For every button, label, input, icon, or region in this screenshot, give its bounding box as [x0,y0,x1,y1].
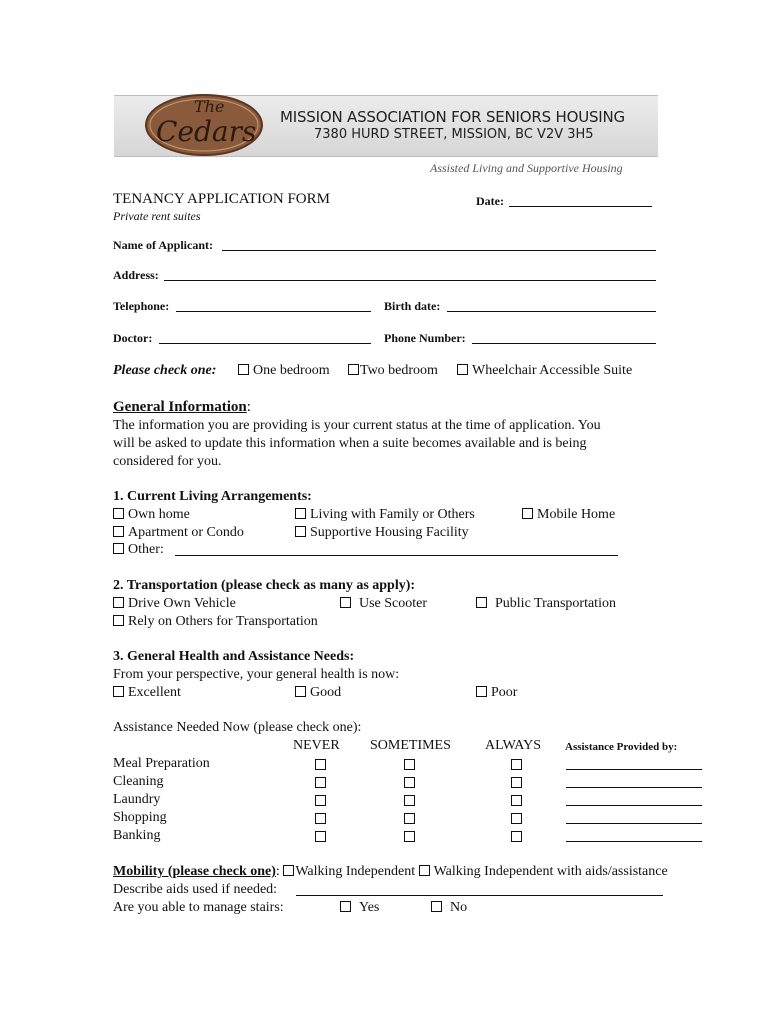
option-two-bedroom[interactable] [348,363,438,379]
living-other[interactable] [113,542,164,558]
cleaning-provided-field[interactable] [566,787,702,788]
name-field[interactable] [222,250,656,251]
laundry-never-checkbox[interactable] [315,795,326,806]
living-mobile-home[interactable] [522,507,615,523]
option-label: Good [310,685,342,700]
living-apartment-condo[interactable] [113,525,244,541]
general-info-heading: General Information [113,399,247,415]
address-field[interactable] [164,280,656,281]
column-sometimes: SOMETIMES [370,738,451,753]
mobility-walking-independent[interactable] [283,864,415,879]
transport-public[interactable] [476,596,616,612]
mobility-heading: Mobility (please check one) [113,864,276,879]
checkbox[interactable] [348,364,359,375]
option-label: Excellent [128,685,181,700]
general-info-line-2: will be asked to update this information when a suite becomes available and is being [113,436,587,451]
health-good[interactable] [295,685,341,701]
birth-date-label: Birth date: [384,299,441,313]
banking-never-checkbox[interactable] [315,831,326,842]
option-wheelchair-suite[interactable] [457,363,632,379]
transport-rely-others[interactable] [113,614,318,630]
laundry-provided-field[interactable] [566,805,702,806]
transport-scooter[interactable] [340,596,427,612]
option-label: Poor [491,685,518,700]
checkbox[interactable] [476,597,487,608]
banking-always-checkbox[interactable] [511,831,522,842]
name-label: Name of Applicant: [113,238,213,252]
checkbox[interactable] [340,901,351,912]
option-label: Own home [128,507,190,522]
option-label: Walking Independent [295,864,416,879]
option-label: One bedroom [253,363,330,378]
logo-the: The [194,97,225,116]
org-name: MISSION ASSOCIATION FOR SENIORS HOUSING [280,108,625,126]
cedars-logo [144,93,264,157]
row-label-banking: Banking [113,828,161,843]
cleaning-always-checkbox[interactable] [511,777,522,788]
option-label: Living with Family or Others [310,507,475,522]
living-other-field[interactable] [175,555,618,556]
option-label: Other: [128,542,164,557]
option-label: Use Scooter [359,596,428,611]
org-address: 7380 HURD STREET, MISSION, BC V2V 3H5 [314,127,594,142]
checkbox[interactable] [113,508,124,519]
option-label: Rely on Others for Transportation [128,614,318,629]
general-info-line-1: The information you are providing is your current status at the time of application. You [113,418,601,433]
meal-sometimes-checkbox[interactable] [404,759,415,770]
doctor-label: Doctor: [113,331,153,345]
checkbox[interactable] [295,508,306,519]
option-label: Mobile Home [537,507,616,522]
checkbox[interactable] [295,526,306,537]
checkbox[interactable] [522,508,533,519]
checkbox[interactable] [113,526,124,537]
checkbox[interactable] [113,543,124,554]
cleaning-never-checkbox[interactable] [315,777,326,788]
health-prompt: From your perspective, your general health is now: [113,667,400,682]
form-subtitle: Private rent suites [113,209,201,223]
general-info-colon: : [246,399,251,415]
checkbox[interactable] [457,364,468,375]
phone-number-label: Phone Number: [384,331,466,345]
birth-date-field[interactable] [447,311,656,312]
row-label-laundry: Laundry [113,792,161,807]
health-excellent[interactable] [113,685,181,701]
checkbox[interactable] [113,615,124,626]
shopping-always-checkbox[interactable] [511,813,522,824]
living-supportive-housing[interactable] [295,525,469,541]
aids-field[interactable] [296,895,663,896]
address-label: Address: [113,268,159,282]
row-label-meal-preparation: Meal Preparation [113,756,210,771]
checkbox[interactable] [419,865,430,876]
living-family-others[interactable] [295,507,475,523]
meal-always-checkbox[interactable] [511,759,522,770]
checkbox[interactable] [283,865,294,876]
checkbox[interactable] [340,597,351,608]
checkbox[interactable] [431,901,442,912]
option-label: Apartment or Condo [128,525,244,540]
option-label: Public Transportation [495,596,616,611]
stairs-yes[interactable] [340,900,379,916]
living-heading: 1. Current Living Arrangements: [113,489,312,504]
date-field[interactable] [509,206,652,207]
general-info-heading-row [113,399,251,416]
assistance-provided-label: Assistance Provided by: [565,741,678,753]
checkbox[interactable] [113,686,124,697]
row-label-shopping: Shopping [113,810,167,825]
meal-provided-field[interactable] [566,769,702,770]
tagline: Assisted Living and Supportive Housing [430,161,623,175]
laundry-sometimes-checkbox[interactable] [404,795,415,806]
health-poor[interactable] [476,685,517,701]
shopping-sometimes-checkbox[interactable] [404,813,415,824]
option-label: Two bedroom [360,363,438,378]
option-label: Walking Independent with aids/assistance [433,864,668,879]
transport-heading: 2. Transportation (please check as many as apply): [113,578,416,593]
banking-provided-field[interactable] [566,841,702,842]
mobility-colon: : [275,864,280,879]
general-info-line-3: considered for you. [113,454,222,469]
aids-label: Describe aids used if needed: [113,882,278,897]
option-label: Wheelchair Accessible Suite [472,363,633,378]
assistance-heading: Assistance Needed Now (please check one): [113,720,362,735]
telephone-label: Telephone: [113,299,170,313]
stairs-label: Are you able to manage stairs: [113,900,284,915]
telephone-field[interactable] [176,311,371,312]
living-own-home[interactable] [113,507,190,523]
option-one-bedroom[interactable] [238,363,330,379]
checkbox[interactable] [113,597,124,608]
mobility-row [113,864,668,880]
logo-cedars: Cedars [156,115,257,148]
checkbox[interactable] [476,686,487,697]
shopping-provided-field[interactable] [566,823,702,824]
transport-drive-own[interactable] [113,596,236,612]
check-one-label: Please check one: [113,363,217,378]
stairs-no[interactable] [431,900,467,916]
checkbox[interactable] [238,364,249,375]
form-title: TENANCY APPLICATION FORM [113,191,330,207]
phone-number-field[interactable] [472,343,656,344]
option-label: Supportive Housing Facility [310,525,469,540]
mobility-walking-with-aids[interactable] [419,864,668,879]
laundry-always-checkbox[interactable] [511,795,522,806]
column-never: NEVER [293,738,340,753]
meal-never-checkbox[interactable] [315,759,326,770]
date-label: Date: [476,194,504,208]
checkbox[interactable] [295,686,306,697]
column-always: ALWAYS [485,738,542,753]
shopping-never-checkbox[interactable] [315,813,326,824]
option-label: Drive Own Vehicle [128,596,236,611]
health-heading: 3. General Health and Assistance Needs: [113,649,355,664]
cleaning-sometimes-checkbox[interactable] [404,777,415,788]
banking-sometimes-checkbox[interactable] [404,831,415,842]
row-label-cleaning: Cleaning [113,774,164,789]
option-label: No [450,900,468,915]
option-label: Yes [359,900,380,915]
doctor-field[interactable] [159,343,371,344]
